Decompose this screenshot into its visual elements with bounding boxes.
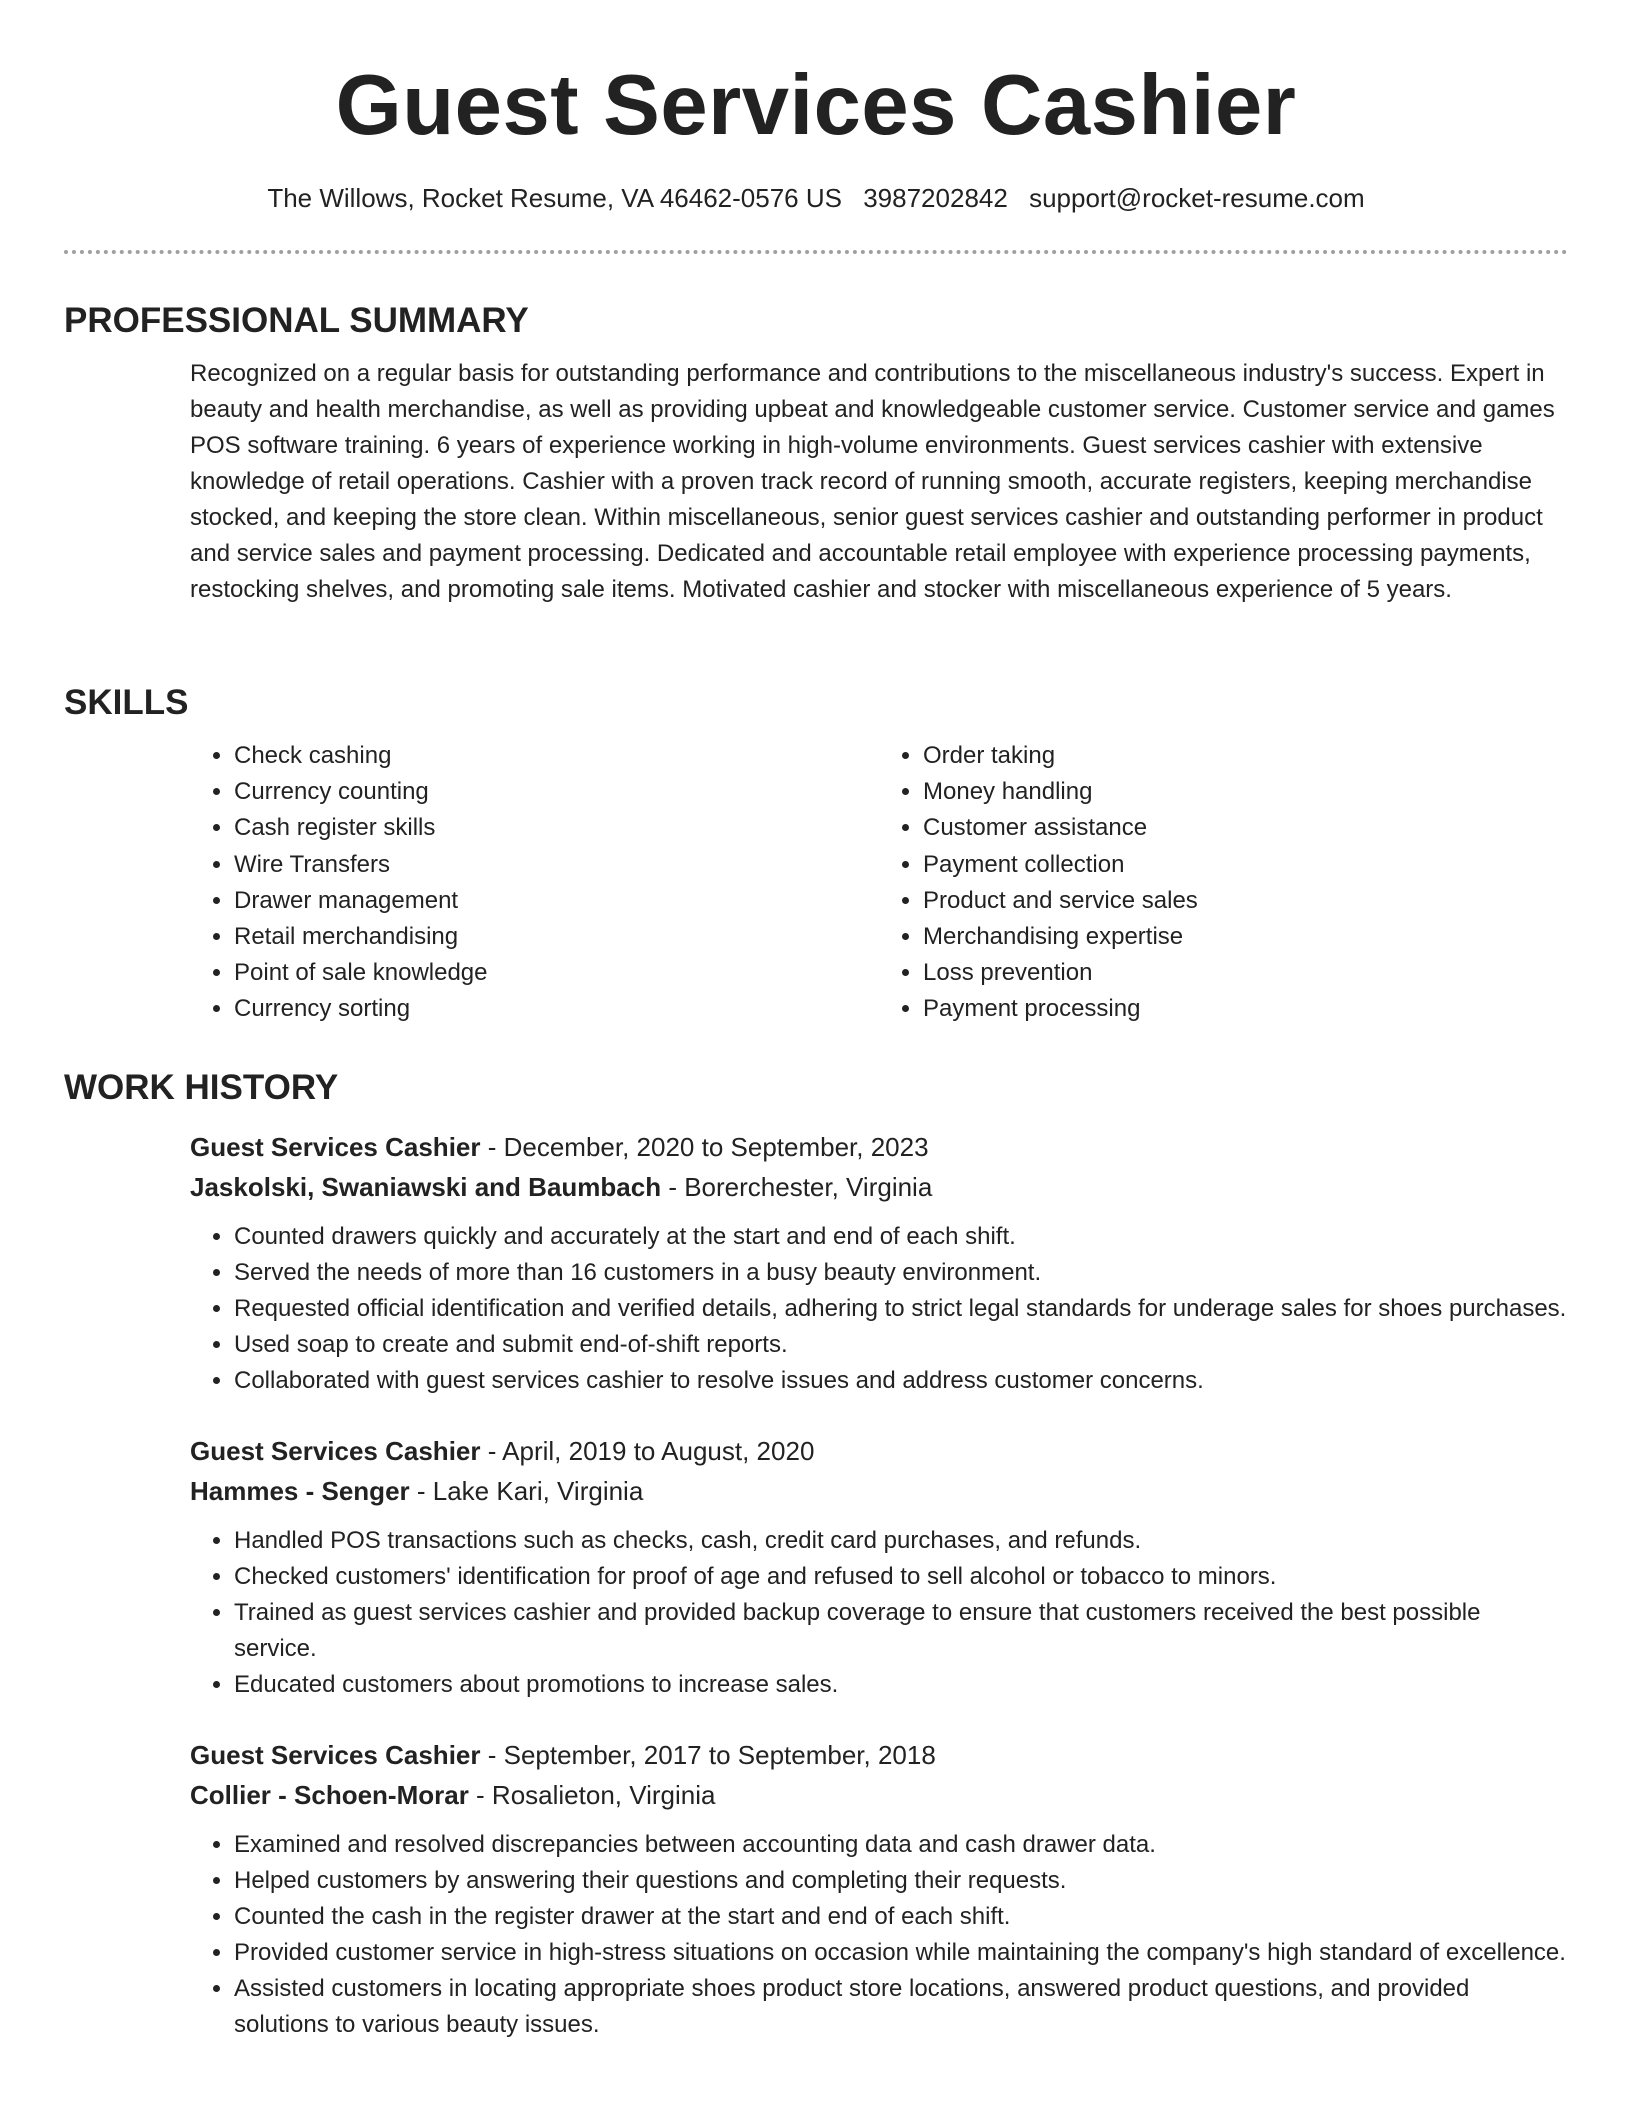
job-bullet: • Used soap to create and submit end-of-shift reports. — [234, 1327, 1568, 1363]
job-company: Jaskolski, Swaniawski and Baumbach — [190, 1172, 662, 1202]
job-bullet: • Examined and resolved discrepancies between accounting data and cash drawer data. — [234, 1827, 1568, 1863]
skill-item: • Check cashing — [234, 738, 879, 774]
skill-item: • Currency counting — [234, 774, 879, 810]
job-location: - Rosalieton, Virginia — [468, 1780, 716, 1810]
job-title: Guest Services Cashier — [190, 1132, 481, 1162]
job-list — [190, 1127, 1568, 2043]
skill-item: • Product and service sales — [923, 883, 1568, 919]
skill-item: • Money handling — [923, 774, 1568, 810]
job-company: Hammes - Senger — [190, 1476, 410, 1506]
skill-item: • Wire Transfers — [234, 847, 879, 883]
job-dates: - December, 2020 to September, 2023 — [480, 1132, 929, 1162]
job-bullets — [190, 1827, 1568, 2043]
summary-section — [64, 299, 1568, 608]
skills-columns — [190, 738, 1568, 1028]
job-dates: - April, 2019 to August, 2020 — [480, 1436, 815, 1466]
skill-item: • Loss prevention — [923, 955, 1568, 991]
job-bullet: • Collaborated with guest services cashier to resolve issues and address customer concerns. — [234, 1363, 1568, 1399]
job-bullet: • Trained as guest services cashier and provided backup coverage to ensure that customers received the best possible service. — [234, 1595, 1568, 1667]
contact-email[interactable]: support@rocket-resume.com — [1029, 183, 1365, 213]
skill-item: • Merchandising expertise — [923, 919, 1568, 955]
job-entry — [190, 1735, 1568, 2043]
job-dates: - September, 2017 to September, 2018 — [480, 1740, 936, 1770]
skill-item: • Currency sorting — [234, 991, 879, 1027]
job-bullets — [190, 1523, 1568, 1703]
summary-text: Recognized on a regular basis for outstanding performance and contributions to the miscellaneous industry's success. Expert in beauty and health merchandise, as well as providing upbeat and knowledgeable customer service. Customer service and games POS software training. 6 years of experience working in high-volume environments. Guest services cashier with extensive knowledge of retail operations. Cashier with a proven track record of running smooth, accurate registers, keeping merchandise stocked, and keeping the store clean. Within miscellaneous, senior guest services cashier and outstanding performer in product and service sales and payment processing. Dedicated and accountable retail employee with experience processing payments, restocking shelves, and promoting sale items. Motivated cashier and stocker with miscellaneous experience of 5 years. — [190, 360, 1555, 603]
skills-list-left — [190, 738, 879, 1028]
candidate-name: Guest Services Cashier — [335, 58, 1297, 153]
skills-list-right — [879, 738, 1568, 1028]
job-bullet: • Provided customer service in high-stress situations on occasion while maintaining the company's high standard of excellence. — [234, 1935, 1568, 1971]
job-location: - Borerchester, Virginia — [661, 1172, 933, 1202]
skill-item: • Retail merchandising — [234, 919, 879, 955]
header-divider — [64, 250, 1568, 254]
job-bullet: • Handled POS transactions such as checks, cash, credit card purchases, and refunds. — [234, 1523, 1568, 1559]
skills-section — [64, 681, 1568, 1028]
job-company: Collier - Schoen-Morar — [190, 1780, 469, 1810]
section-title-summary: PROFESSIONAL SUMMARY — [64, 301, 529, 340]
skill-item: • Order taking — [923, 738, 1568, 774]
job-bullet: • Served the needs of more than 16 customers in a busy beauty environment. — [234, 1255, 1568, 1291]
skill-item: • Payment collection — [923, 847, 1568, 883]
job-location: - Lake Kari, Virginia — [409, 1476, 644, 1506]
job-company-line — [190, 1775, 1568, 1815]
contact-line — [0, 180, 1632, 216]
job-bullet: • Requested official identification and verified details, adhering to strict legal standards for underage sales for shoes purchases. — [234, 1291, 1568, 1327]
skill-item: • Customer assistance — [923, 810, 1568, 846]
job-bullets — [190, 1219, 1568, 1399]
job-bullet: • Checked customers' identification for proof of age and refused to sell alcohol or tobacco to minors. — [234, 1559, 1568, 1595]
skill-item: • Point of sale knowledge — [234, 955, 879, 991]
work-section — [64, 1066, 1568, 2075]
skill-item: • Cash register skills — [234, 810, 879, 846]
job-company-line — [190, 1471, 1568, 1511]
section-title-work: WORK HISTORY — [64, 1068, 339, 1107]
contact-phone: 3987202842 — [863, 183, 1008, 213]
job-entry — [190, 1431, 1568, 1703]
job-title: Guest Services Cashier — [190, 1436, 481, 1466]
job-bullet: • Assisted customers in locating appropriate shoes product store locations, answered product questions, and provided solutions to various beauty issues. — [234, 1971, 1568, 2043]
job-title-line — [190, 1127, 1568, 1167]
job-company-line — [190, 1167, 1568, 1207]
job-bullet: • Helped customers by answering their questions and completing their requests. — [234, 1863, 1568, 1899]
job-title-line — [190, 1735, 1568, 1775]
skill-item: • Drawer management — [234, 883, 879, 919]
job-bullet: • Counted drawers quickly and accurately at the start and end of each shift. — [234, 1219, 1568, 1255]
job-entry — [190, 1127, 1568, 1399]
section-title-skills: SKILLS — [64, 683, 189, 722]
skill-item: • Payment processing — [923, 991, 1568, 1027]
contact-address: The Willows, Rocket Resume, VA 46462-0576 US — [267, 183, 842, 213]
job-title: Guest Services Cashier — [190, 1740, 481, 1770]
job-title-line — [190, 1431, 1568, 1471]
job-bullet: • Educated customers about promotions to increase sales. — [234, 1667, 1568, 1703]
job-bullet: • Counted the cash in the register drawer at the start and end of each shift. — [234, 1899, 1568, 1935]
